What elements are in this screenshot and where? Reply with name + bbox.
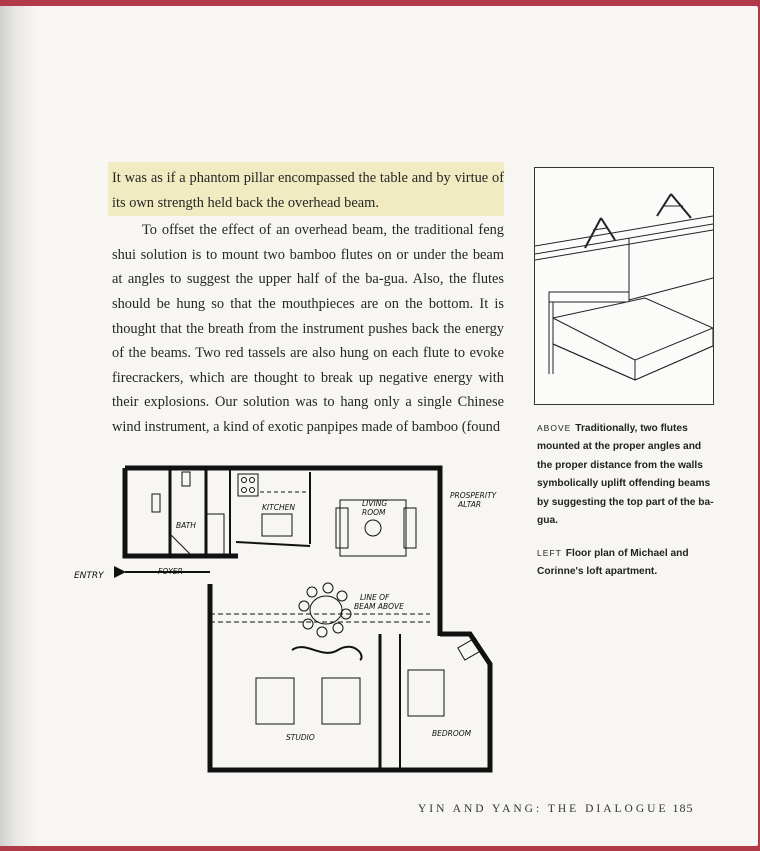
- caption-above-label: ABOVE: [537, 423, 572, 433]
- running-footer: [418, 801, 693, 816]
- label-prosperity: PROSPERITY: [450, 491, 497, 500]
- label-entry: ENTRY: [74, 571, 104, 581]
- caption-left-text: Floor plan of Michael and Corinne's loft apartment.: [537, 548, 689, 578]
- caption-above: [537, 419, 717, 530]
- floor-plan: [70, 464, 520, 784]
- label-beam-above: BEAM ABOVE: [354, 602, 404, 611]
- body-text: [112, 166, 504, 440]
- highlighted-paragraph: It was as if a phantom pillar encompassed the table and by virtue of its own strength held back the overhead beam.: [112, 170, 504, 211]
- beam-flute-illustration: [534, 167, 714, 405]
- page-number: 185: [672, 801, 694, 815]
- label-room: ROOM: [362, 508, 386, 517]
- book-page: [0, 6, 758, 846]
- page-gutter-shadow: [0, 6, 38, 846]
- label-altar: ALTAR: [458, 500, 482, 509]
- caption-left-label: LEFT: [537, 548, 562, 558]
- running-head: YIN AND YANG: THE DIALOGUE: [418, 803, 669, 815]
- label-studio: STUDIO: [286, 733, 315, 742]
- label-bath: BATH: [176, 521, 196, 530]
- caption-above-text: Traditionally, two flutes mounted at the proper angles and the proper distance from the walls symbolically uplift offending beams by suggesting the top part of the ba-gua.: [537, 423, 714, 527]
- label-bedroom: BEDROOM: [432, 729, 472, 738]
- label-kitchen: KITCHEN: [262, 503, 295, 512]
- label-line-of: LINE OF: [360, 593, 390, 602]
- label-foyer: FOYER: [158, 567, 183, 576]
- caption-left: [537, 544, 717, 582]
- label-living: LIVING: [362, 499, 388, 508]
- main-paragraph: To offset the effect of an overhead beam, the traditional feng shui solution is to mount two bamboo flutes on or under the beam at angles to suggest the upper half of the ba-gua. Also, the flutes should be hung so that the mouthpieces are on the bottom. It is thought that the breath from the instrument pushes back the energy of the beams. Two red tassels are also hung on each flute to evoke firecrackers, which are thought to break up negative energy with their explosions. Our solution was to hang only a single Chinese wind instrument, a kind of exotic panpipes made of bamboo (found: [112, 222, 504, 435]
